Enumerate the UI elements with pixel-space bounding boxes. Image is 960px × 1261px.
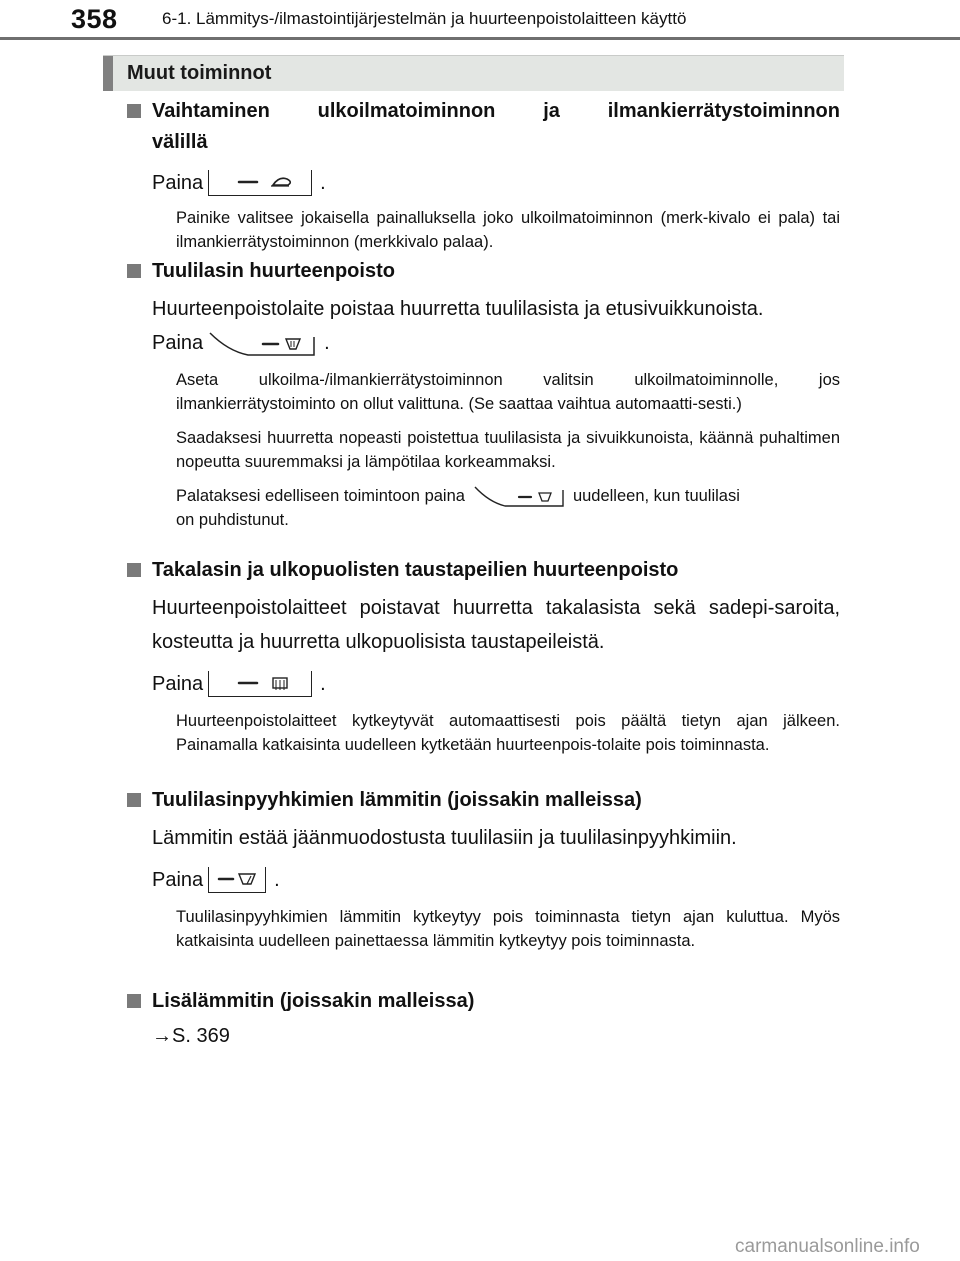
bullet-square-icon (127, 793, 141, 807)
press-line (126, 328, 840, 358)
press-word: Paina (152, 171, 204, 194)
bullet-square-icon (127, 264, 141, 278)
item-windshield-defog (126, 256, 840, 532)
note: Saadaksesi huurretta nopeasti poistettua tuulilasista ja sivuikkunoista, käännä puhaltimen nopeutta suuremmaksi ja lämpötilaa korkeammaksi. (176, 429, 840, 471)
section-bar (103, 55, 844, 91)
rear-defogger-button[interactable] (208, 671, 312, 697)
press-after: . (274, 868, 280, 891)
heading-text: Takalasin ja ulkopuolisten taustapeilien huurteenpoisto (152, 559, 679, 581)
note: Huurteenpoistolaitteet kytkeytyvät automaattisesti pois päältä tietyn ajan jälkeen. Painamalla katkaisinta uudelleen kytketään huurteenpois-tolaite pois toiminnasta. (176, 712, 840, 754)
press-word: Paina (152, 868, 204, 891)
windshield-defog-button-inline[interactable] (473, 484, 565, 508)
windshield-defog-button[interactable] (208, 329, 316, 357)
press-after: . (320, 171, 326, 194)
press-after: . (320, 672, 326, 695)
return-note-before: Palataksesi edelliseen toimintoon paina (176, 487, 465, 505)
watermark: carmanualsonline.info (735, 1236, 920, 1257)
heading-text: Tuulilasinpyyhkimien lämmitin (joissakin malleissa) (152, 789, 642, 811)
body-text: Huurteenpoistolaitteet poistavat huurretta takalasista sekä sadepi-saroita, kosteutta ja huurretta ulkopuolisista taustapeileistä. (152, 597, 840, 653)
heading-line1: Vaihtaminen ulkoilmatoiminnon ja ilmankierrätystoiminnon (152, 100, 840, 122)
page-number: 358 (71, 4, 118, 34)
item-rear-defogger (126, 555, 840, 757)
item-wiper-deicer (126, 785, 840, 953)
heading-line2: välillä (152, 131, 208, 153)
recirculation-icon (209, 170, 313, 196)
note: Tuulilasinpyyhkimien lämmitin kytkeytyy pois toiminnasta tietyn ajan kuluttua. Myös katkaisinta uudelleen painettaessa lämmitin kytkeytyy pois toiminnasta. (176, 908, 840, 950)
body-text: Lämmitin estää jäänmuodostusta tuulilasiin ja tuulilasinpyyhkimiin. (152, 827, 737, 849)
note: Aseta ulkoilma-/ilmankierrätystoiminnon valitsin ulkoilmatoiminnolle, jos ilmankierrätystoiminto on ollut valittuna. (Se saattaa vaihtua automaatti-sesti.) (176, 371, 840, 413)
press-line (126, 168, 840, 198)
body-text: Huurteenpoistolaite poistaa huurretta tuulilasista ja etusivuikkunoista. (152, 298, 764, 320)
return-note-after: uudelleen, kun tuulilasi (572, 487, 740, 505)
rear-defogger-icon (209, 671, 313, 697)
press-after: . (324, 331, 330, 354)
heading-text: Lisälämmitin (joissakin malleissa) (152, 990, 475, 1012)
windshield-defog-icon (208, 329, 316, 357)
chapter-title: 6-1. Lämmitys-/ilmastointijärjestelmän ja huurteenpoistolaitteen käyttö (162, 9, 687, 28)
windshield-defog-icon (473, 484, 565, 508)
item-auxiliary-heater (126, 986, 840, 1048)
page-reference-link[interactable]: →S. 369 (152, 1025, 230, 1047)
recirculation-button[interactable] (208, 170, 312, 196)
section-title: Muut toiminnot (127, 62, 272, 84)
header-rule (0, 37, 960, 40)
press-line (126, 865, 840, 895)
bullet-square-icon (127, 994, 141, 1008)
return-note (126, 484, 840, 508)
item-heading (126, 555, 840, 586)
note: Painike valitsee jokaisella painalluksella joko ulkoilmatoiminnon (merk-kivalo ei pala) tai ilmankierrätystoiminnon (merkkivalo palaa). (176, 209, 840, 251)
item-recirculation (126, 96, 840, 254)
bullet-square-icon (127, 104, 141, 118)
press-word: Paina (152, 331, 204, 354)
press-word: Paina (152, 672, 204, 695)
press-line (126, 669, 840, 699)
bullet-square-icon (127, 563, 141, 577)
return-note-line2: on puhdistunut. (176, 511, 289, 529)
section-accent (103, 56, 113, 91)
heading-text: Tuulilasin huurteenpoisto (152, 260, 395, 282)
item-heading (126, 96, 840, 158)
wiper-deicer-icon (209, 867, 267, 893)
item-heading (126, 256, 840, 287)
wiper-deicer-button[interactable] (208, 867, 266, 893)
item-heading (126, 986, 840, 1017)
item-heading (126, 785, 840, 816)
